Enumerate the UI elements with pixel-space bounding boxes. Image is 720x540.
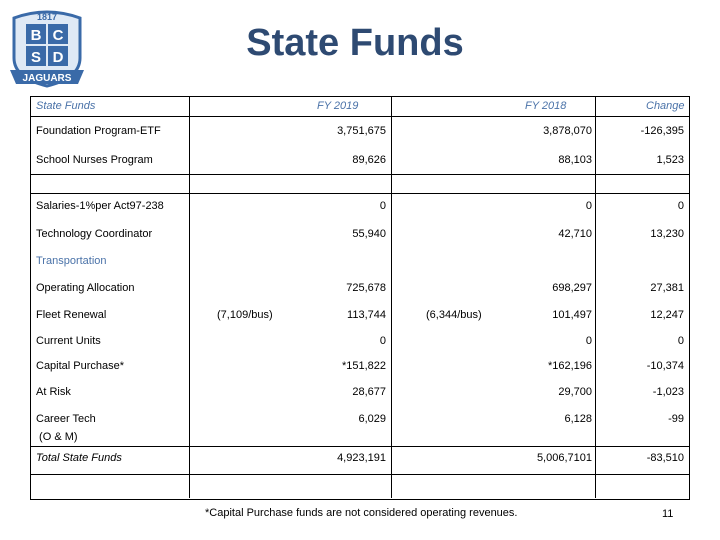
row-label-foundation: Foundation Program-ETF (36, 125, 161, 137)
nurses-fy2019: 89,626 (352, 154, 386, 166)
row-label-salaries: Salaries-1%per Act97-238 (36, 200, 164, 212)
row-label-capital: Capital Purchase* (36, 360, 125, 372)
techcoord-change: 13,230 (650, 228, 684, 240)
salaries-fy2019: 0 (379, 200, 386, 212)
row-label-nurses: School Nurses Program (36, 154, 153, 166)
school-district-logo (4, 4, 90, 90)
state-funds-table (30, 96, 690, 500)
row-label-techcoord: Technology Coordinator (36, 228, 153, 240)
techcoord-fy2019: 55,940 (352, 228, 386, 240)
capital-fy2019: *151,822 (341, 360, 386, 372)
row-label-fleet: Fleet Renewal (36, 309, 107, 321)
salaries-fy2018: 0 (585, 200, 592, 212)
careertech-fy2019: 6,029 (358, 413, 386, 425)
atrisk-change: -1,023 (652, 386, 684, 398)
section-transportation: Transportation (36, 255, 107, 267)
foundation-fy2019: 3,751,675 (337, 125, 386, 137)
row-label-careertech: Career Tech (36, 413, 96, 425)
header-state-funds: State Funds (36, 100, 96, 112)
row-label-careertech-sub: (O & M) (36, 431, 78, 443)
units-change: 0 (677, 335, 684, 347)
units-fy2019: 0 (379, 335, 386, 347)
nurses-change: 1,523 (656, 154, 684, 166)
nurses-fy2018: 88,103 (558, 154, 592, 166)
header-fy2019: FY 2019 (317, 100, 359, 112)
fleet-per-bus-2018: (6,344/bus) (426, 309, 482, 321)
capital-fy2018: *162,196 (547, 360, 592, 372)
logo-letter-b: B (30, 27, 42, 44)
logo-banner-text: JAGUARS (22, 73, 72, 84)
total-fy2019: 4,923,191 (337, 452, 386, 464)
atrisk-fy2019: 28,677 (352, 386, 386, 398)
total-fy2018: 5,006,7101 (536, 452, 592, 464)
logo-letter-c: C (52, 27, 64, 44)
operating-fy2018: 698,297 (552, 282, 592, 294)
techcoord-fy2018: 42,710 (558, 228, 592, 240)
logo-year: 1817 (36, 12, 58, 22)
units-fy2018: 0 (585, 335, 592, 347)
foundation-fy2018: 3,878,070 (543, 125, 592, 137)
capital-change: -10,374 (646, 360, 684, 372)
page-title: State Funds (246, 22, 464, 64)
row-label-units: Current Units (36, 335, 101, 347)
operating-fy2019: 725,678 (346, 282, 386, 294)
careertech-fy2018: 6,128 (564, 413, 592, 425)
logo-letter-s: S (30, 49, 42, 66)
fleet-per-bus-2019: (7,109/bus) (217, 309, 273, 321)
atrisk-fy2018: 29,700 (558, 386, 592, 398)
salaries-change: 0 (677, 200, 684, 212)
row-label-total: Total State Funds (36, 452, 122, 464)
header-fy2018: FY 2018 (525, 100, 567, 112)
total-change: -83,510 (646, 452, 684, 464)
row-label-operating: Operating Allocation (36, 282, 135, 294)
fleet-fy2018: 101,497 (552, 309, 592, 321)
page-number: 11 (662, 508, 674, 520)
fleet-fy2019: 113,744 (347, 309, 386, 321)
row-label-atrisk: At Risk (36, 386, 71, 398)
operating-change: 27,381 (650, 282, 684, 294)
fleet-change: 12,247 (650, 309, 684, 321)
careertech-change: -99 (668, 413, 684, 425)
footnote: *Capital Purchase funds are not considered operating revenues. (205, 507, 518, 519)
header-change: Change (646, 100, 685, 112)
foundation-change: -126,395 (640, 125, 684, 137)
logo-letter-d: D (52, 49, 64, 66)
